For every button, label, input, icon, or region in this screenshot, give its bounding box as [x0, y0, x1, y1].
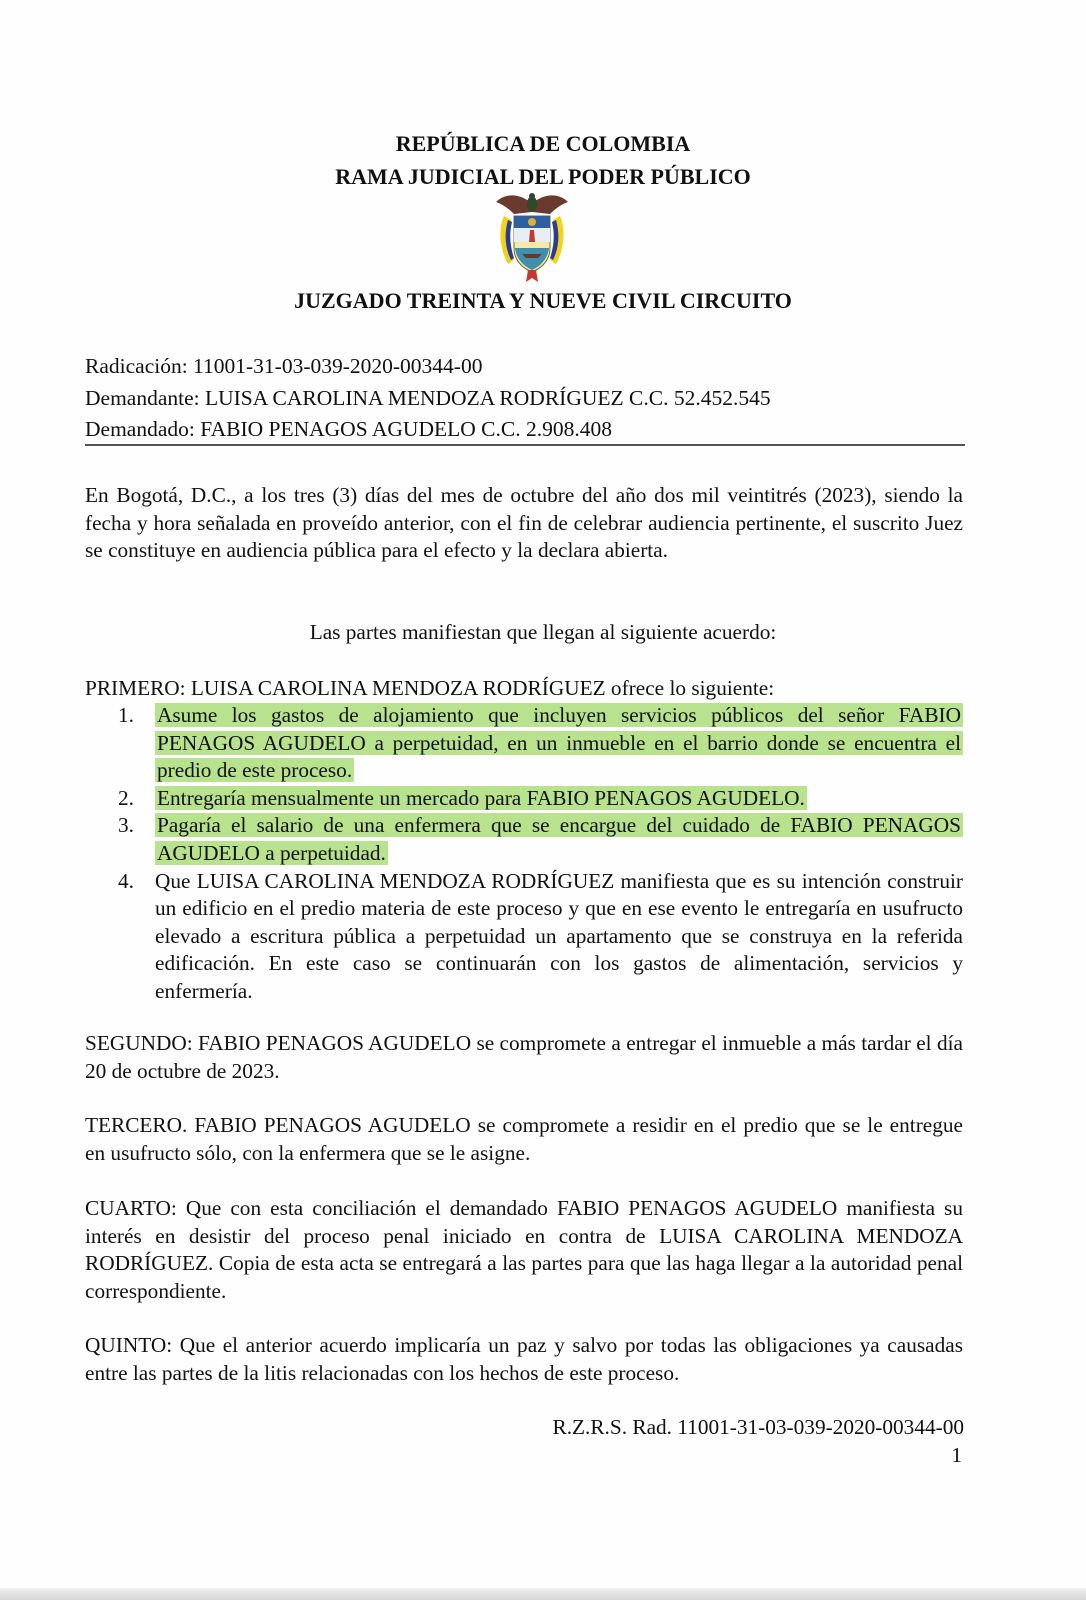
list-item [85, 868, 963, 1006]
clause-primero: PRIMERO: LUISA CAROLINA MENDOZA RODRÍGUEZ ofrece lo siguiente: [85, 676, 775, 700]
case-demandante: Demandante: LUISA CAROLINA MENDOZA RODRÍGUEZ C.C. 52.452.545 [85, 385, 771, 410]
header-divider [85, 444, 965, 446]
list-item [85, 702, 963, 785]
agreement-intro: Las partes manifiestan que llegan al siguiente acuerdo: [309, 620, 777, 644]
header-country: REPÚBLICA DE COLOMBIA [395, 131, 691, 156]
viewer-bottom-edge [0, 1588, 1086, 1600]
list-item-number: 1. [118, 703, 134, 727]
clause-segundo: SEGUNDO: FABIO PENAGOS AGUDELO se compromete a entregar el inmueble a más tardar el día 20 de octubre de 2023. [85, 1031, 963, 1083]
list-item-number: 4. [118, 868, 134, 893]
highlighted-text: Asume los gastos de alojamiento que incluyen servicios públicos del señor FABIO PENAGOS AGUDELO a perpetuidad, en un inmueble en el barrio donde se encuentra el predio de este proceso. [157, 703, 961, 783]
court-name: JUZGADO TREINTA Y NUEVE CIVIL CIRCUITO [294, 288, 792, 313]
list-item-text: Que LUISA CAROLINA MENDOZA RODRÍGUEZ manifiesta que es su intención construir un edificio en el predio materia de este proceso y que en ese evento le entregaría en usufructo elevado a escritura pública a perpetuidad un apartamento que se construya en la referida edificación. En este caso se continuarán con los gastos de alimentación, servicios y enfermería. [155, 868, 963, 1003]
list-item-number: 2. [118, 785, 134, 810]
page-number: 1 [951, 1443, 962, 1467]
footer-reference: R.Z.R.S. Rad. 11001-31-03-039-2020-00344-00 [552, 1415, 964, 1439]
list-item [85, 812, 963, 867]
case-radicacion: Radicación: 11001-31-03-039-2020-00344-00 [85, 354, 483, 378]
clause-quinto: QUINTO: Que el anterior acuerdo implicaría un paz y salvo por todas las obligaciones ya causadas entre las partes de la litis relacionadas con los hechos de este proceso. [85, 1333, 963, 1385]
case-demandado: Demandado: FABIO PENAGOS AGUDELO C.C. 2.908.408 [85, 417, 612, 441]
case-info [85, 351, 963, 446]
list-item [85, 785, 963, 813]
highlighted-text: Entregaría mensualmente un mercado para FABIO PENAGOS AGUDELO. [157, 785, 805, 810]
header-branch: RAMA JUDICIAL DEL PODER PÚBLICO [335, 164, 751, 189]
primero-list [85, 702, 963, 1006]
clause-cuarto: CUARTO: Que con esta conciliación el demandado FABIO PENAGOS AGUDELO manifiesta su interés en desistir del proceso penal iniciado en contra de LUISA CAROLINA MENDOZA RODRÍGUEZ. Copia de esta acta se entregará a las partes para que las haga llegar a la autoridad penal correspondiente. [85, 1196, 963, 1303]
colombia-coat-of-arms-icon [492, 190, 572, 282]
intro-paragraph: En Bogotá, D.C., a los tres (3) días del mes de octubre del año dos mil veintitrés (2023), siendo la fecha y hora señalada en proveído anterior, con el fin de celebrar audiencia pertinente, el suscrito Juez se constituye en audiencia pública para el efecto y la declara abierta. [85, 483, 963, 563]
list-item-number: 3. [118, 813, 134, 838]
highlighted-text: Pagaría el salario de una enfermera que se encargue del cuidado de FABIO PENAGOS AGUDELO a perpetuidad. [157, 813, 961, 865]
clause-tercero: TERCERO. FABIO PENAGOS AGUDELO se compromete a residir en el predio que se le entregue en usufructo sólo, con la enfermera que se le asigne. [85, 1113, 963, 1165]
